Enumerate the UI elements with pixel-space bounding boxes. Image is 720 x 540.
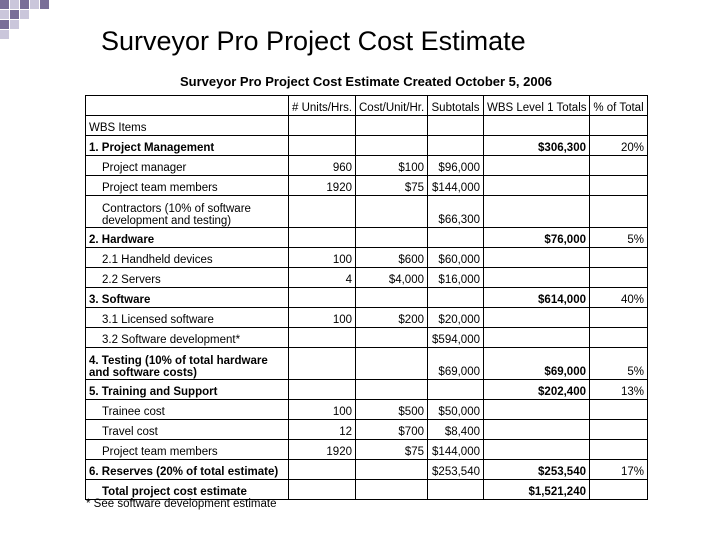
cost-cell bbox=[356, 136, 428, 156]
header-cell-units: # Units/Hrs. bbox=[289, 96, 356, 116]
decorative-square bbox=[0, 0, 9, 9]
cost-cell: $700 bbox=[356, 420, 428, 440]
cost-cell: $500 bbox=[356, 400, 428, 420]
percent-cell: 40% bbox=[590, 288, 648, 308]
percent-cell: 13% bbox=[590, 380, 648, 400]
item-cell: 6. Reserves (20% of total estimate) bbox=[86, 460, 289, 480]
subtotal-cell bbox=[428, 136, 484, 156]
item-cell: Trainee cost bbox=[86, 400, 289, 420]
item-cell: 3.1 Licensed software bbox=[86, 308, 289, 328]
item-cell: 2.1 Handheld devices bbox=[86, 248, 289, 268]
cost-cell: $4,000 bbox=[356, 268, 428, 288]
item-cell: 1. Project Management bbox=[86, 136, 289, 156]
subtotal-cell: $594,000 bbox=[428, 328, 484, 348]
percent-cell bbox=[590, 116, 648, 136]
header-cell-item bbox=[86, 96, 289, 116]
units-cell bbox=[289, 480, 356, 500]
percent-cell bbox=[590, 156, 648, 176]
units-cell bbox=[289, 136, 356, 156]
total-cell: $1,521,240 bbox=[484, 480, 590, 500]
units-cell: 960 bbox=[289, 156, 356, 176]
item-cell: Total project cost estimate bbox=[86, 480, 289, 500]
total-cell bbox=[484, 328, 590, 348]
percent-cell bbox=[590, 420, 648, 440]
subtotal-cell: $50,000 bbox=[428, 400, 484, 420]
subtotal-cell bbox=[428, 288, 484, 308]
total-cell bbox=[484, 156, 590, 176]
decorative-square bbox=[0, 30, 9, 39]
total-cell: $69,000 bbox=[484, 348, 590, 380]
table-row bbox=[86, 156, 648, 176]
header-cell-cost: Cost/Unit/Hr. bbox=[356, 96, 428, 116]
item-cell: Project team members bbox=[86, 440, 289, 460]
table-row bbox=[86, 328, 648, 348]
decorative-square bbox=[30, 0, 39, 9]
units-cell bbox=[289, 348, 356, 380]
total-cell: $614,000 bbox=[484, 288, 590, 308]
table-row bbox=[86, 116, 648, 136]
percent-cell: 20% bbox=[590, 136, 648, 156]
units-cell bbox=[289, 288, 356, 308]
item-cell: 3. Software bbox=[86, 288, 289, 308]
subtotal-cell: $16,000 bbox=[428, 268, 484, 288]
table-row bbox=[86, 480, 648, 500]
subtotal-cell: $20,000 bbox=[428, 308, 484, 328]
decorative-square bbox=[10, 0, 19, 9]
units-cell: 100 bbox=[289, 400, 356, 420]
units-cell: 100 bbox=[289, 308, 356, 328]
table-row bbox=[86, 268, 648, 288]
percent-cell bbox=[590, 480, 648, 500]
item-cell: WBS Items bbox=[86, 116, 289, 136]
cost-cell: $100 bbox=[356, 156, 428, 176]
percent-cell: 5% bbox=[590, 228, 648, 248]
cost-cell bbox=[356, 460, 428, 480]
table-row bbox=[86, 176, 648, 196]
header-cell-subtotals: Subtotals bbox=[428, 96, 484, 116]
cost-cell bbox=[356, 116, 428, 136]
units-cell bbox=[289, 328, 356, 348]
percent-cell: 5% bbox=[590, 348, 648, 380]
total-cell: $253,540 bbox=[484, 460, 590, 480]
cost-cell bbox=[356, 328, 428, 348]
header-cell-percent: % of Total bbox=[590, 96, 648, 116]
cost-estimate-table bbox=[85, 95, 648, 500]
cost-cell bbox=[356, 348, 428, 380]
table-row bbox=[86, 380, 648, 400]
units-cell bbox=[289, 196, 356, 228]
table-caption: Surveyor Pro Project Cost Estimate Created October 5, 2006 bbox=[179, 74, 553, 89]
item-cell: Contractors (10% of software development and testing) bbox=[86, 196, 289, 228]
subtotal-cell: $66,300 bbox=[428, 196, 484, 228]
total-cell bbox=[484, 440, 590, 460]
subtotal-cell: $69,000 bbox=[428, 348, 484, 380]
units-cell: 12 bbox=[289, 420, 356, 440]
item-cell: Project manager bbox=[86, 156, 289, 176]
total-cell bbox=[484, 308, 590, 328]
item-cell: 5. Training and Support bbox=[86, 380, 289, 400]
table-row bbox=[86, 308, 648, 328]
cost-cell bbox=[356, 228, 428, 248]
total-cell: $76,000 bbox=[484, 228, 590, 248]
percent-cell bbox=[590, 440, 648, 460]
slide-title: Surveyor Pro Project Cost Estimate bbox=[101, 26, 526, 56]
cost-cell bbox=[356, 380, 428, 400]
percent-cell bbox=[590, 308, 648, 328]
item-cell: 2. Hardware bbox=[86, 228, 289, 248]
subtotal-cell bbox=[428, 116, 484, 136]
item-cell: 4. Testing (10% of total hardware and software costs) bbox=[86, 348, 289, 380]
cost-cell: $600 bbox=[356, 248, 428, 268]
total-cell bbox=[484, 420, 590, 440]
decorative-square bbox=[0, 10, 9, 19]
header-cell-level1-totals: WBS Level 1 Totals bbox=[484, 96, 590, 116]
item-cell: Travel cost bbox=[86, 420, 289, 440]
cost-cell: $200 bbox=[356, 308, 428, 328]
cost-cell: $75 bbox=[356, 440, 428, 460]
subtotal-cell bbox=[428, 480, 484, 500]
units-cell: 100 bbox=[289, 248, 356, 268]
total-cell bbox=[484, 116, 590, 136]
subtotal-cell: $253,540 bbox=[428, 460, 484, 480]
units-cell bbox=[289, 116, 356, 136]
units-cell: 1920 bbox=[289, 440, 356, 460]
cost-cell: $75 bbox=[356, 176, 428, 196]
units-cell bbox=[289, 380, 356, 400]
subtotal-cell bbox=[428, 380, 484, 400]
units-cell: 1920 bbox=[289, 176, 356, 196]
total-cell: $306,300 bbox=[484, 136, 590, 156]
item-cell: 2.2 Servers bbox=[86, 268, 289, 288]
decorative-square bbox=[20, 0, 29, 9]
decorative-square bbox=[0, 20, 9, 29]
subtotal-cell: $60,000 bbox=[428, 248, 484, 268]
total-cell bbox=[484, 196, 590, 228]
cost-cell bbox=[356, 288, 428, 308]
total-cell bbox=[484, 176, 590, 196]
table-row bbox=[86, 420, 648, 440]
subtotal-cell: $144,000 bbox=[428, 440, 484, 460]
item-cell: 3.2 Software development* bbox=[86, 328, 289, 348]
decorative-square bbox=[10, 10, 19, 19]
decorative-square bbox=[10, 20, 19, 29]
total-cell: $202,400 bbox=[484, 380, 590, 400]
percent-cell bbox=[590, 268, 648, 288]
percent-cell bbox=[590, 400, 648, 420]
decorative-square bbox=[40, 0, 49, 9]
units-cell: 4 bbox=[289, 268, 356, 288]
percent-cell bbox=[590, 248, 648, 268]
subtotal-cell: $144,000 bbox=[428, 176, 484, 196]
table-row bbox=[86, 348, 648, 380]
table-row bbox=[86, 196, 648, 228]
subtotal-cell bbox=[428, 228, 484, 248]
table-row bbox=[86, 248, 648, 268]
item-cell: Project team members bbox=[86, 176, 289, 196]
table-row bbox=[86, 228, 648, 248]
percent-cell bbox=[590, 328, 648, 348]
total-cell bbox=[484, 400, 590, 420]
table-row bbox=[86, 288, 648, 308]
table-row bbox=[86, 136, 648, 156]
total-cell bbox=[484, 268, 590, 288]
units-cell bbox=[289, 460, 356, 480]
percent-cell: 17% bbox=[590, 460, 648, 480]
table-row bbox=[86, 400, 648, 420]
table-row bbox=[86, 460, 648, 480]
subtotal-cell: $96,000 bbox=[428, 156, 484, 176]
percent-cell bbox=[590, 176, 648, 196]
total-cell bbox=[484, 248, 590, 268]
table-row bbox=[86, 440, 648, 460]
cost-cell bbox=[356, 480, 428, 500]
cost-cell bbox=[356, 196, 428, 228]
footnote: * See software development estimate bbox=[86, 498, 277, 510]
decorative-square bbox=[20, 10, 29, 19]
subtotal-cell: $8,400 bbox=[428, 420, 484, 440]
percent-cell bbox=[590, 196, 648, 228]
table-header-row bbox=[86, 96, 648, 116]
units-cell bbox=[289, 228, 356, 248]
